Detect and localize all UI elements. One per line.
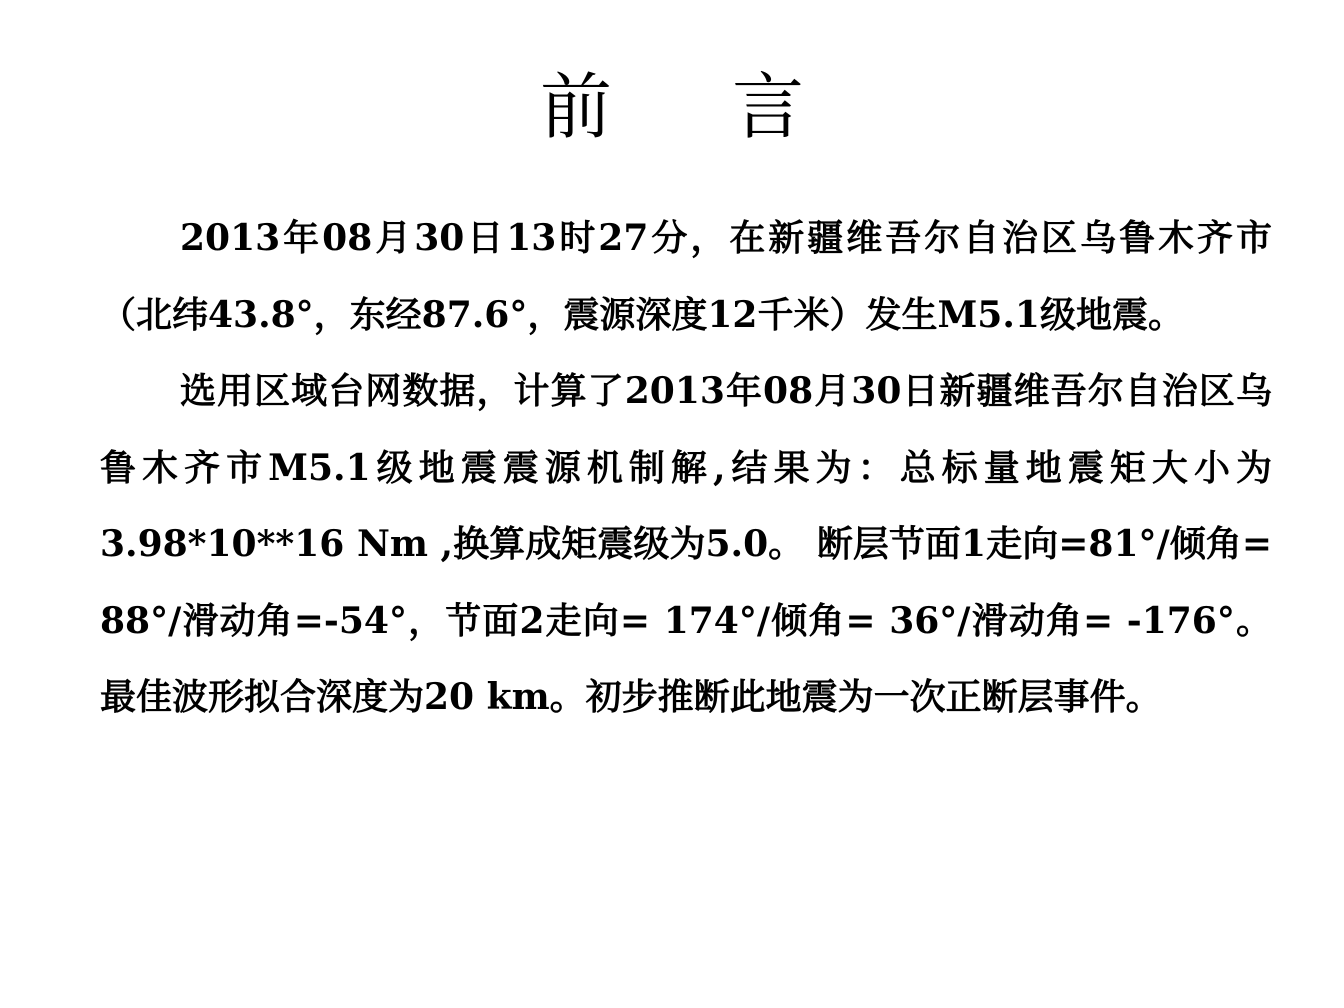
paragraph-focal-mechanism: 选用区域台网数据，计算了2013年08月30日新疆维吾尔自治区乌鲁木齐市M5.1级地震震源机制解,结果为：总标量地震矩大小为3.98*10**16 Nm ,换算成矩震级为5.0。 断层节面1走向=81°/倾角= 88°/滑动角=-54°，节面2走向= 174°/倾角= 36°/滑动角= -176°。最佳波形拟合深度为20 km。初步推断此地震为一次正断层事件。 <box>100 370 1272 718</box>
title-char-2: 言 <box>732 65 805 149</box>
title-char-1: 前 <box>539 65 612 149</box>
page-title <box>0 62 1344 152</box>
body-text <box>100 200 1272 736</box>
paragraph-earthquake-info: 2013年08月30日13时27分，在新疆维吾尔自治区乌鲁木齐市（北纬43.8°，东经87.6°，震源深度12千米）发生M5.1级地震。 <box>100 217 1272 336</box>
